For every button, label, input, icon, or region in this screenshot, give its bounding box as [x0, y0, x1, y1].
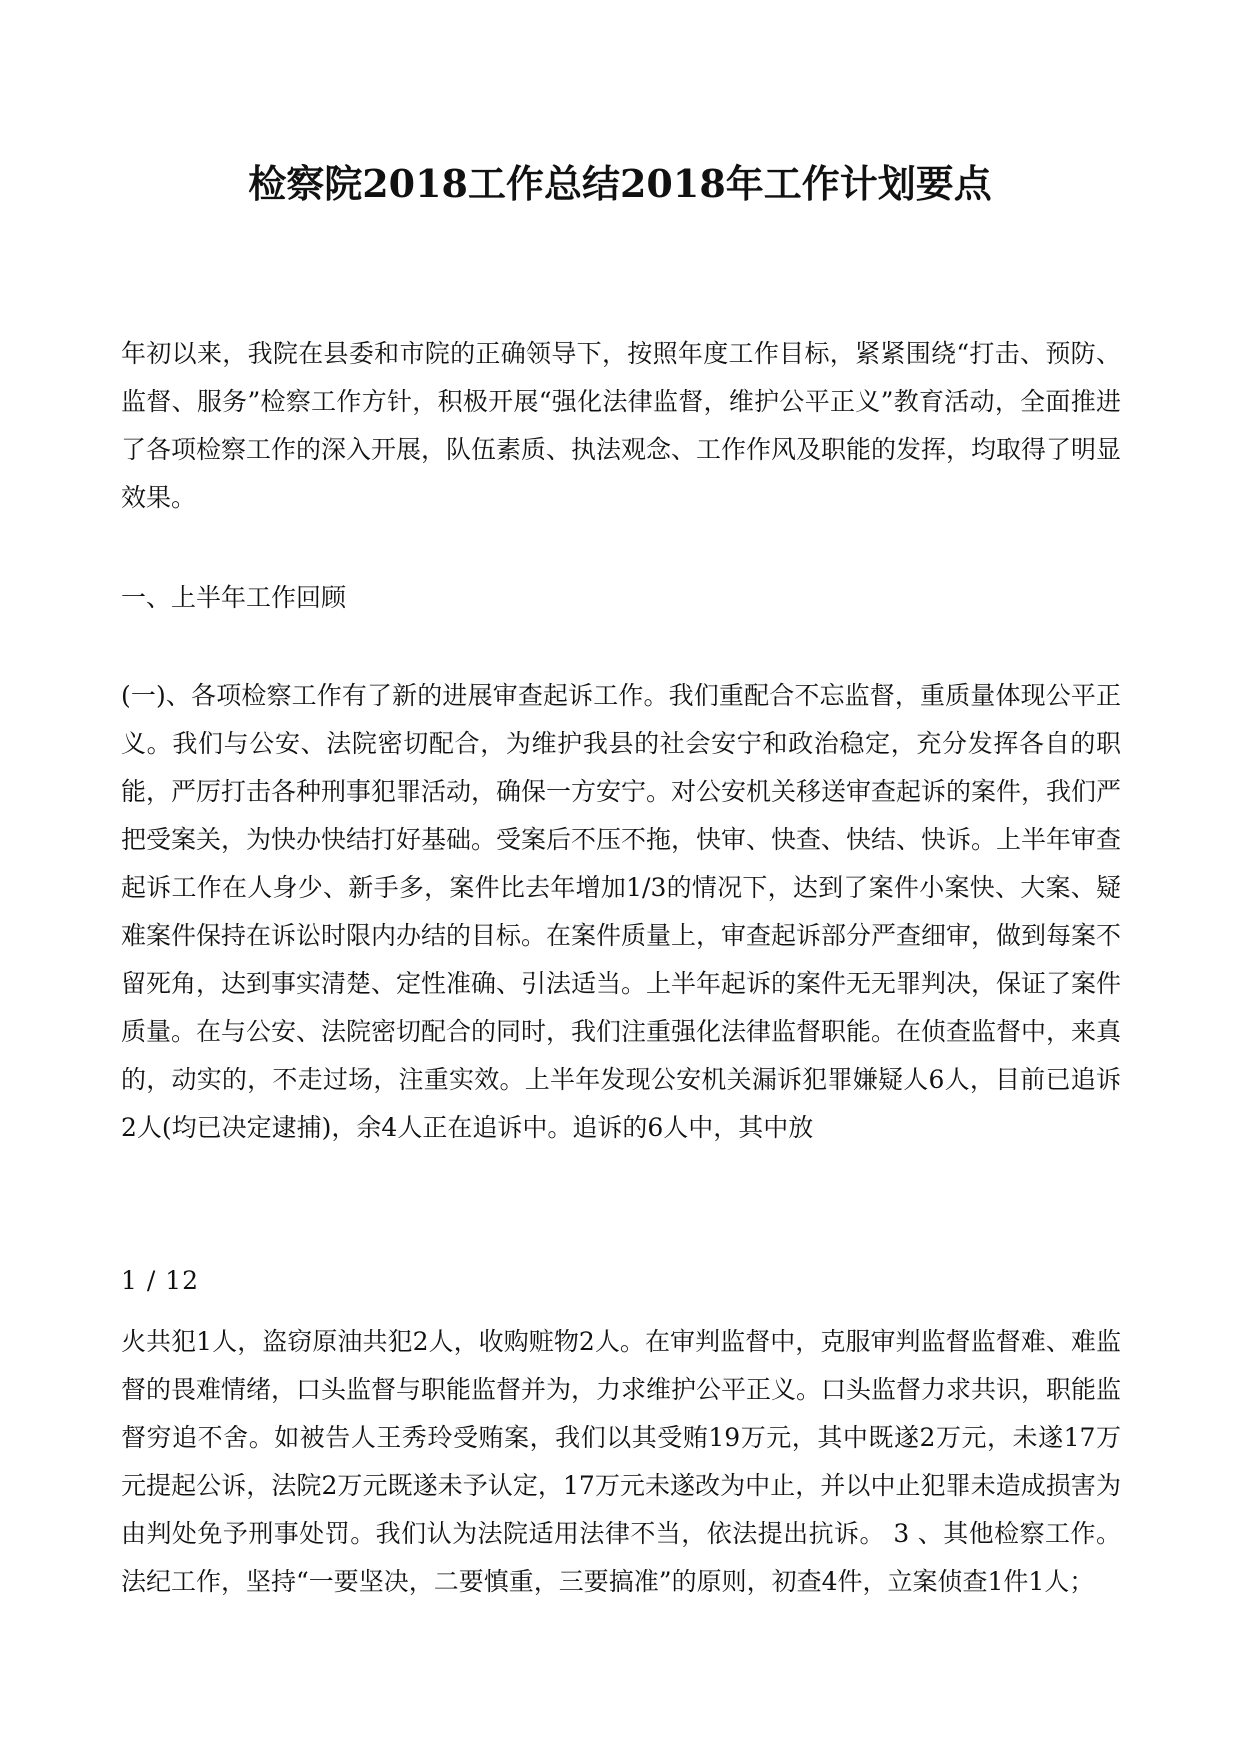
document-title: 检察院2018工作总结2018年工作计划要点 [248, 161, 992, 206]
section-body-paragraph: (一)、各项检察工作有了新的进展审查起诉工作。我们重配合不忘监督，重质量体现公平正义。我们与公安、法院密切配合，为维护我县的社会安宁和政治稳定，充分发挥各自的职能，严厉打击各种刑事犯罪活动，确保一方安宁。对公安机关移送审查起诉的案件，我们严把受案关，为快办快结打好基础。受案后不压不拖，快审、快查、快结、快诉。上半年审查起诉工作在人身少、新手多，案件比去年增加1/3的情况下，达到了案件小案快、大案、疑难案件保持在诉讼时限内办结的目标。在案件质量上，审查起诉部分严查细审，做到每案不留死角，达到事实清楚、定性准确、引法适当。上半年起诉的案件无无罪判决，保证了案件质量。在与公安、法院密切配合的同时，我们注重强化法律监督职能。在侦查监督中，来真的，动实的，不走过场，注重实效。上半年发现公安机关漏诉犯罪嫌疑人6人，目前已追诉2人(均已决定逮捕)，余4人正在追诉中。追诉的6人中，其中放 [121, 681, 1122, 1142]
page-number: 1 / 12 [121, 1266, 200, 1295]
continuation-paragraph: 火共犯1人，盗窃原油共犯2人，收购赃物2人。在审判监督中，克服审判监督监督难、难监督的畏难情绪，口头监督与职能监督并为，力求维护公平正义。口头监督力求共识，职能监督穷追不舍。如被告人王秀玲受贿案，我们以其受贿19万元，其中既遂2万元，未遂17万元提起公诉，法院2万元既遂未予认定，17万元未遂改为中止，并以中止犯罪未造成损害为由判处免予刑事处罚。我们认为法院适用法律不当，依法提出抗诉。 3 、其他检察工作。法纪工作，坚持“一要坚决，二要慎重，三要搞准”的原则，初查4件，立案侦查1件1人； [121, 1327, 1122, 1596]
intro-paragraph: 年初以来，我院在县委和市院的正确领导下，按照年度工作目标，紧紧围绕“打击、预防、监督、服务”检察工作方针，积极开展“强化法律监督，维护公平正义”教育活动，全面推进了各项检察工作的深入开展，队伍素质、执法观念、工作作风及职能的发挥，均取得了明显效果。 [121, 339, 1122, 512]
section-heading: 一、上半年工作回顾 [121, 583, 347, 612]
